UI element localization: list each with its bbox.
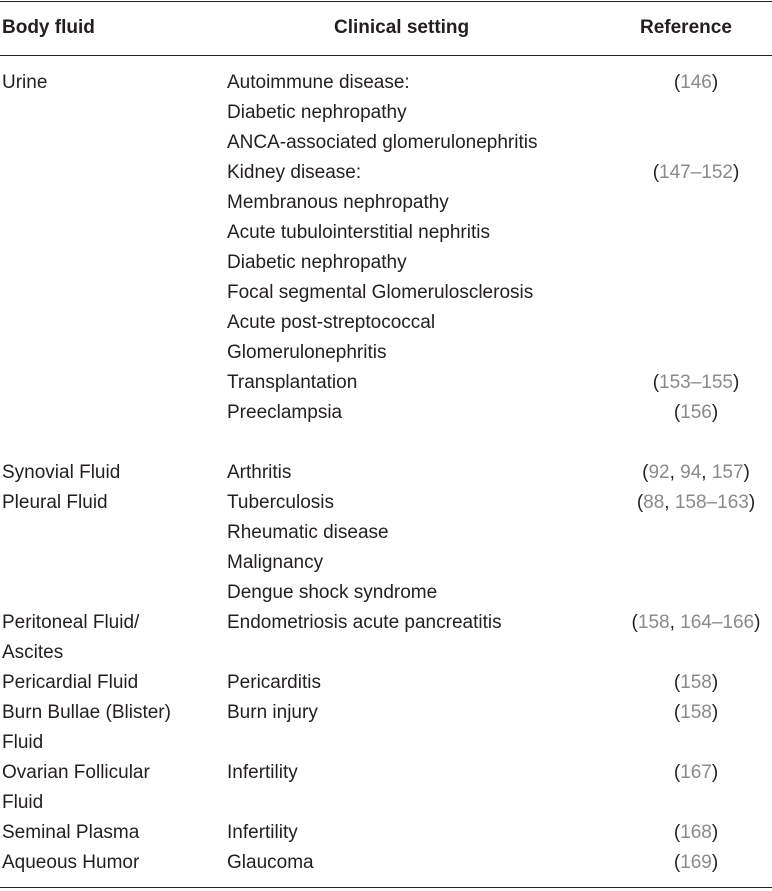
table-top-rule (0, 1, 772, 2)
fluid-line: Synovial Fluid (2, 462, 121, 483)
fluid-pleural (2, 488, 108, 518)
reference-link[interactable]: 167 (680, 762, 712, 783)
fluid-line: Fluid (2, 792, 44, 813)
reference-urine-1: (146) (673, 72, 719, 93)
reference-link[interactable]: 158–163 (674, 492, 749, 513)
setting-line: Infertility (227, 762, 298, 783)
setting-line: ANCA-associated glomerulonephritis (227, 132, 538, 153)
reference-peritoneal: (158, 164–166) (631, 612, 761, 633)
reference-link[interactable]: 169 (680, 852, 712, 873)
reference-link[interactable]: 146 (680, 72, 712, 93)
fluid-seminal (2, 818, 139, 848)
reference-link[interactable]: 157 (711, 462, 744, 483)
reference-pleural: (88, 158–163) (636, 492, 756, 513)
setting-line: Endometriosis acute pancreatitis (227, 612, 502, 633)
header-body-fluid: Body fluid (2, 17, 95, 38)
setting-line: Acute post-streptococcal (227, 312, 436, 333)
reference-link[interactable]: 156 (680, 402, 712, 423)
reference-seminal: (168) (673, 822, 719, 843)
setting-line: Glaucoma (227, 852, 314, 873)
fluid-line: Peritoneal Fluid/ (2, 612, 140, 633)
fluid-urine (2, 68, 47, 98)
reference-link[interactable]: 158 (680, 672, 712, 693)
fluid-line: Pericardial Fluid (2, 672, 139, 693)
table-bottom-rule (0, 887, 772, 888)
setting-line: Preeclampsia (227, 402, 343, 423)
reference-ovarian: (167) (673, 762, 719, 783)
reference-aqueous: (169) (673, 852, 719, 873)
reference-link[interactable]: 147–152 (659, 162, 733, 183)
fluid-pericardial (2, 668, 138, 698)
fluid-aqueous (2, 848, 139, 878)
fluid-peritoneal (2, 608, 139, 668)
reference-synovial: (92, 94, 157) (642, 462, 750, 483)
fluid-burn (2, 698, 171, 758)
header-rule (0, 55, 772, 56)
reference-link[interactable]: 153–155 (659, 372, 733, 393)
settings-pericardial (227, 668, 321, 698)
setting-line: Kidney disease: (227, 162, 362, 183)
settings-synovial (227, 458, 291, 488)
settings-ovarian (227, 758, 298, 788)
settings-seminal (227, 818, 298, 848)
setting-line: Pericarditis (227, 672, 321, 693)
setting-line: Infertility (227, 822, 298, 843)
setting-line: Diabetic nephropathy (227, 102, 407, 123)
setting-line: Autoimmune disease: (227, 72, 410, 93)
fluid-line: Pleural Fluid (2, 492, 108, 513)
fluid-line: Aqueous Humor (2, 852, 140, 873)
settings-pleural (227, 488, 437, 608)
setting-line: Membranous nephropathy (227, 192, 449, 213)
reference-link[interactable]: 92 (648, 462, 670, 483)
header-reference: Reference (640, 17, 732, 38)
setting-line: Burn injury (227, 702, 318, 723)
setting-line: Malignancy (227, 552, 324, 573)
reference-urine-4: (156) (673, 402, 719, 423)
fluid-line: Ascites (2, 642, 64, 663)
settings-aqueous (227, 848, 314, 878)
settings-peritoneal (227, 608, 502, 638)
reference-burn: (158) (673, 702, 719, 723)
fluid-ovarian (2, 758, 150, 818)
setting-line: Dengue shock syndrome (227, 582, 438, 603)
fluid-line: Urine (2, 72, 48, 93)
reference-pericardial: (158) (673, 672, 719, 693)
setting-line: Acute tubulointerstitial nephritis (227, 222, 490, 243)
setting-line: Rheumatic disease (227, 522, 389, 543)
reference-link[interactable]: 164–166 (680, 612, 755, 633)
header-clinical-setting: Clinical setting (334, 17, 470, 38)
fluid-line: Burn Bullae (Blister) (2, 702, 171, 723)
setting-line: Focal segmental Glomerulosclerosis (227, 282, 534, 303)
setting-line: Tuberculosis (227, 492, 335, 513)
fluid-line: Fluid (2, 732, 44, 753)
setting-line: Arthritis (227, 462, 292, 483)
settings-burn (227, 698, 318, 728)
reference-link[interactable]: 158 (637, 612, 670, 633)
setting-line: Diabetic nephropathy (227, 252, 407, 273)
fluid-synovial (2, 458, 120, 488)
reference-link[interactable]: 94 (680, 462, 702, 483)
reference-link[interactable]: 88 (643, 492, 665, 513)
setting-line: Transplantation (227, 372, 358, 393)
fluid-line: Ovarian Follicular (2, 762, 150, 783)
reference-urine-3: (153–155) (652, 372, 740, 393)
settings-urine (227, 68, 537, 428)
reference-link[interactable]: 158 (680, 702, 712, 723)
reference-urine-2: (147–152) (652, 162, 740, 183)
reference-link[interactable]: 168 (680, 822, 712, 843)
fluid-line: Seminal Plasma (2, 822, 140, 843)
setting-line: Glomerulonephritis (227, 342, 387, 363)
